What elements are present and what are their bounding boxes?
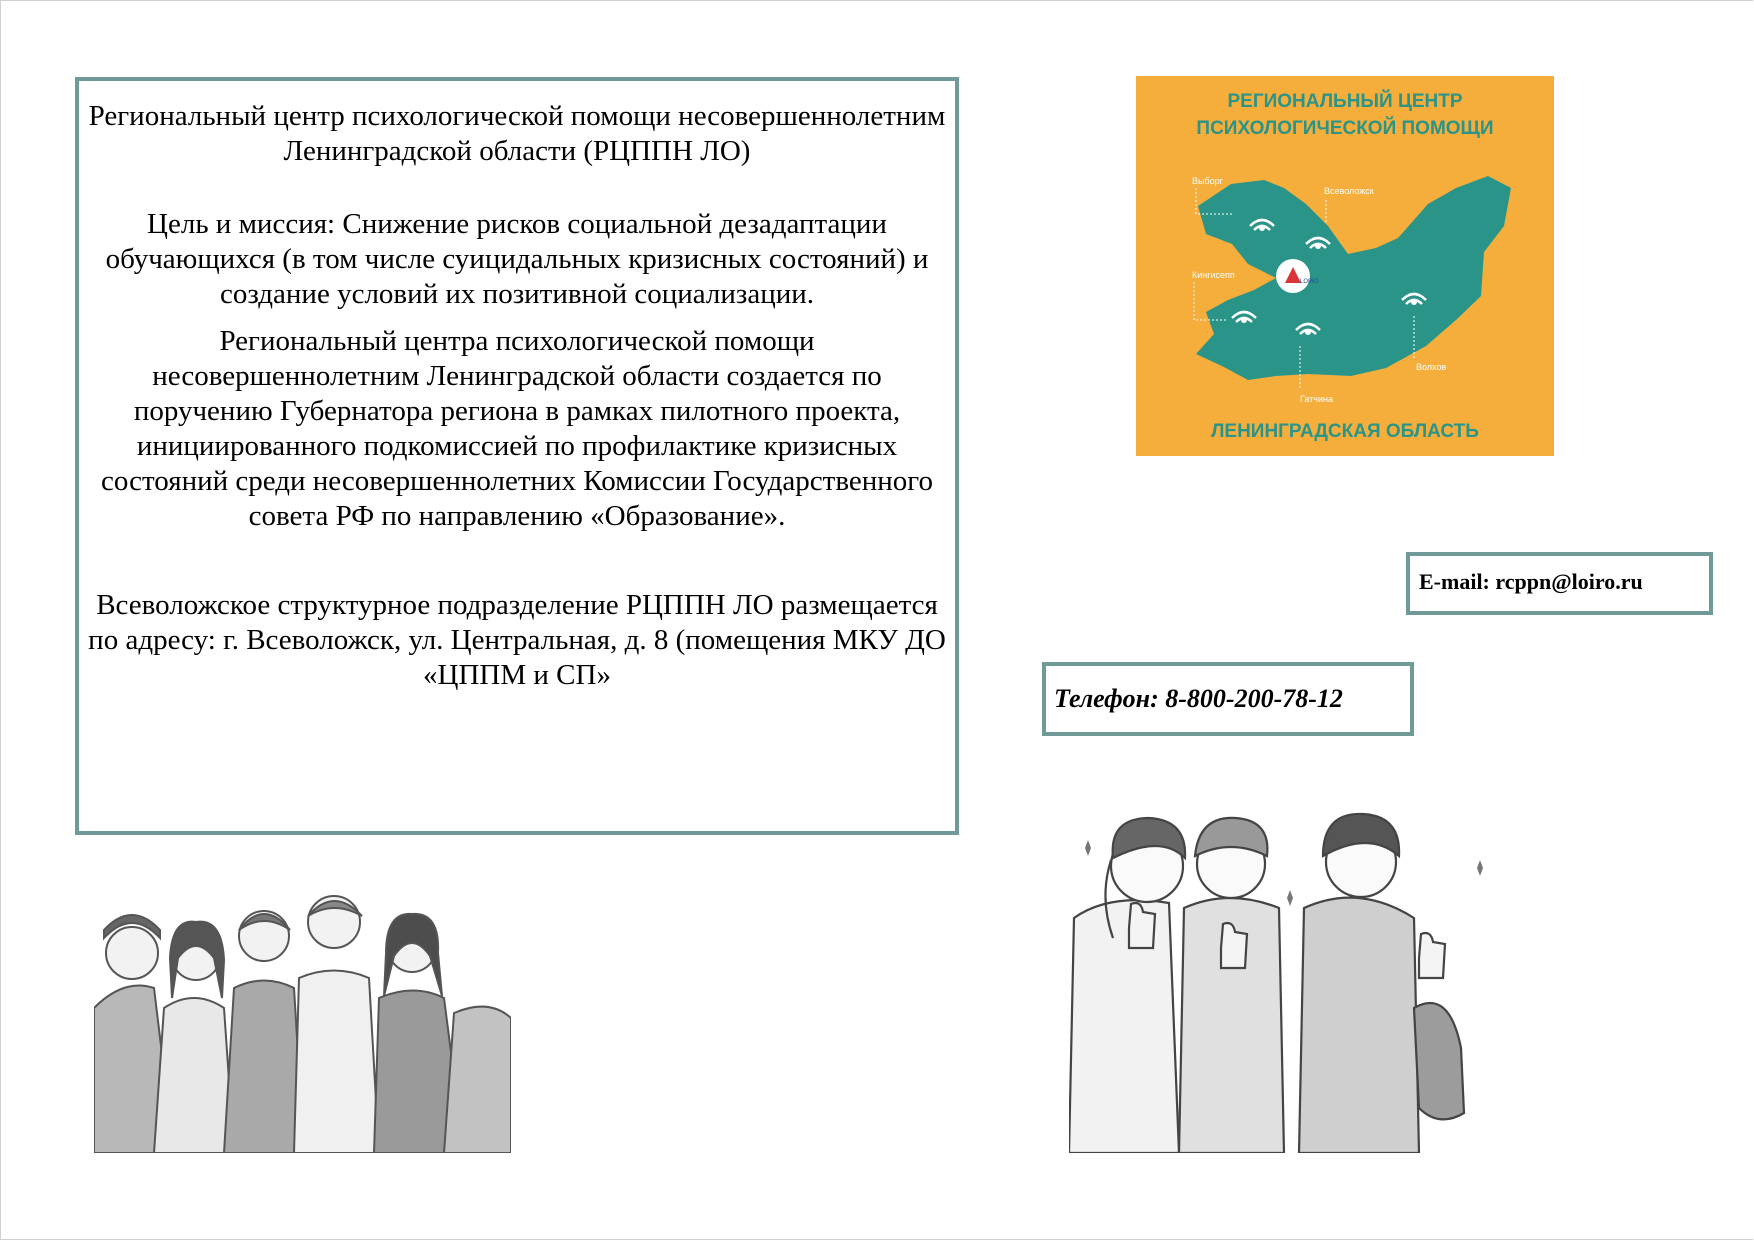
city-label-volkhov: Волхов: [1416, 362, 1447, 372]
logo-footer: ЛЕНИНГРАДСКАЯ ОБЛАСТЬ: [1211, 421, 1479, 442]
phone-contact: Телефон: 8-800-200-78-12: [1042, 662, 1414, 736]
city-label-kingisepp: Кингисепп: [1192, 270, 1235, 280]
region-shape: [1196, 176, 1511, 380]
logo-card: [1136, 76, 1554, 456]
center-title: Региональный центр психологической помощи несовершеннолетним Ленинградской области (РЦППН ЛО): [88, 100, 946, 167]
logo-title: [1136, 88, 1554, 142]
address-text: Всеволожское структурное подразделение РЦППН ЛО размещается по адресу: г. Всеволожск, ул. Центральная, д. 8 (помещения МКУ ДО «ЦППМ и СП»: [88, 589, 946, 691]
mission-text: Цель и миссия: Снижение рисков социальной дезадаптации обучающихся (в том числе суицидальных кризисных состояний) и создание условий их позитивной социализации.: [105, 208, 929, 310]
city-label-vyborg: Выборг: [1192, 176, 1223, 186]
email-contact: E-mail: rcppn@loiro.ru: [1406, 552, 1713, 615]
loiro-badge-text: LOIRO: [1300, 279, 1319, 285]
logo-title-line: ПСИХОЛОГИЧЕСКОЙ ПОМОЩИ: [1196, 118, 1494, 139]
logo-title-line: РЕГИОНАЛЬНЫЙ ЦЕНТР: [1227, 91, 1463, 112]
city-label-gatchina: Гатчина: [1300, 394, 1333, 404]
city-label-vsevolozhsk: Всеволожск: [1324, 186, 1374, 196]
group-of-teens-illustration: [94, 878, 511, 1153]
friends-thumbs-up-illustration: [1069, 808, 1501, 1153]
about-text: Региональный центра психологической помощи несовершеннолетним Ленинградской области создается по поручению Губернатора региона в рамках пилотного проекта, инициированного подкомиссией по профилактике кризисных состояний среди несовершеннолетних Комиссии Государственного совета РФ по направлению «Образование».: [101, 325, 933, 532]
info-box: [75, 77, 959, 835]
